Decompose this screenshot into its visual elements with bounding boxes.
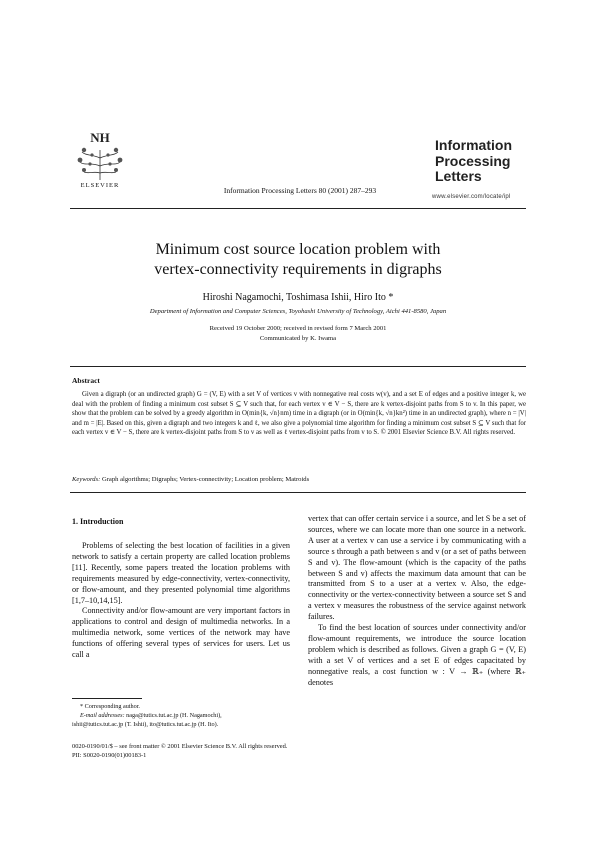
email-addresses bbox=[72, 712, 290, 721]
paragraph: To find the best location of sources under connectivity and/or flow-amount requirements, we introduce the source location problem which is described as follows. Given a graph G = (V, E) with a set V of vertices and a set E of edges capacitated by nonnegative reals, a cost function w : V → ℝ₊ (where ℝ₊ denotes bbox=[308, 623, 526, 687]
paper-title bbox=[70, 240, 526, 280]
keywords-list: Graph algorithms; Digraphs; Vertex-connectivity; Location problem; Matroids bbox=[100, 476, 310, 483]
journal-title-line: Information bbox=[435, 137, 512, 153]
email-line: ishii@tutics.tut.ac.jp (T. Ishii), ito@tutics.tut.ac.jp (H. Ito). bbox=[72, 720, 219, 728]
pii-line: PII: S0020-0190(01)00183-1 bbox=[72, 752, 147, 760]
journal-url: www.elsevier.com/locate/ipl bbox=[432, 194, 511, 200]
publication-meta bbox=[72, 742, 472, 761]
paper-authors: Hiroshi Nagamochi, Toshimasa Ishii, Hiro Ito * bbox=[202, 292, 394, 303]
journal-reference: Information Processing Letters 80 (2001) 287–293 bbox=[223, 186, 377, 195]
abstract-top-rule bbox=[70, 366, 526, 367]
section-heading: 1. Introduction bbox=[72, 517, 124, 526]
left-column bbox=[72, 541, 290, 661]
right-column bbox=[308, 514, 526, 689]
header-rule bbox=[70, 208, 526, 209]
issn-line: 0020-0190/01/$ – see front matter © 2001 Elsevier Science B.V. All rights reserved. bbox=[72, 743, 288, 750]
received-date: Received 19 October 2000; received in revised form 7 March 2001 bbox=[209, 325, 387, 332]
paragraph: vertex that can offer certain service i a source, and let S be a set of sources, where we can locate more than one source in a network. A user at a vertex v can use a service i by communicating with a source s through a path between s and v (or a set of paths between S and v). The flow-amount (which is the capacity of the paths between S and v) affects the maximum data amount that can be transmitted from S to a user at a vertex v. Also, the edge-connectivity or the vertex-connectivity between a source set S and a vertex v measures the robustness of the service against network failures. bbox=[308, 514, 526, 622]
paper-title-line: vertex-connectivity requirements in digraphs bbox=[154, 261, 442, 278]
paper-dates bbox=[70, 324, 526, 343]
email-label: E-mail addresses: bbox=[80, 711, 125, 719]
abstract-heading: Abstract bbox=[72, 376, 100, 385]
corresponding-author-note: * Corresponding author. bbox=[80, 703, 140, 710]
abstract-bottom-rule bbox=[70, 492, 526, 493]
communicated-by: Communicated by K. Iwama bbox=[259, 334, 337, 342]
paragraph: Connectivity and/or flow-amount are very important factors in applications to control and design of multimedia networks. In a multimedia network, some vertices of the network may have functions of offering several types of services for users. Let us call a bbox=[72, 606, 290, 660]
keywords-label: Keywords: bbox=[72, 476, 101, 483]
email-line: naga@tutics.tut.ac.jp (H. Nagamochi), bbox=[124, 711, 222, 719]
journal-title-line: Processing bbox=[435, 152, 511, 169]
keywords bbox=[72, 476, 526, 483]
abstract-text: Given a digraph (or an undirected graph) G = (V, E) with a set V of vertices v with nonnegative real costs w(v), and a set E of edges and a positive integer k, we deal with the problem of finding a minimum cost subset S ⊆ V such that, for each vertex v ∈ V − S, there are k vertex-disjoint paths from S to v. In this paper, we show that the problem can be solved by a greedy algorithm in O(min{k, √n}nm) time in a digraph (or in O(min{k, √n}kn²) time in an undirected graph), where n = |V| and m = |E|. Based on this, given a digraph and two integers k and ℓ, we also give a polynomial time algorithm for finding a minimum cost subset S ⊆ V such that for each vertex v ∈ V − S, there are k vertex-disjoint paths from S to v as well as ℓ vertex-disjoint paths from v to S. © 2001 Elsevier Science B.V. All rights reserved. bbox=[72, 391, 526, 436]
journal-title-line: Letters bbox=[435, 168, 482, 184]
paper-title-line: Minimum cost source location problem with bbox=[155, 241, 441, 258]
publisher-name: ELSEVIER bbox=[80, 182, 120, 189]
journal-title bbox=[435, 138, 512, 185]
paragraph: Problems of selecting the best location of facilities in a given network to satisfy a certain property are called location problems [11]. Recently, some papers treated the location problems with requirements measured by edge-connectivity, vertex-connectivity, or flow-amount, and they presented polynomial time algorithms [1,7–10,14,15]. bbox=[72, 541, 290, 605]
svg-text:NH: NH bbox=[90, 130, 110, 145]
paper-affiliation: Department of Information and Computer Sciences, Toyohashi University of Technology, Aichi 441-8580, Japan bbox=[149, 308, 447, 315]
footnotes bbox=[72, 703, 290, 729]
footnote-rule bbox=[72, 698, 142, 699]
